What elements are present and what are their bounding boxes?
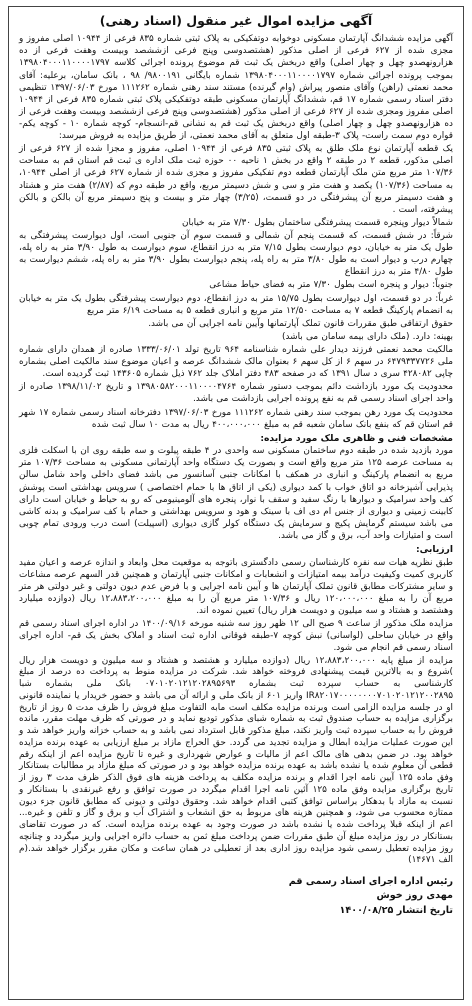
property-description-paragraph: یک قطعه آپارتمان نوع ملک طلق به پلاک ثبتی ۸۳۵ فرعی از ۱۰۹۴۴ اصلی، مفروز و مجزا شده از ۶۲۷ فرعی از اصلی مذکور، قطعه ۲ در طبقه ۲ واقع در بخش ۱ ناحیه ۰۰ حوزه ثبت ملک اداره ی ثبت قم استان قم به مساحت ۱۰۷/۳۶ متر مربع متن ملک آپارتمان قطعه دوم تفکیکی مفروز و مجزی شده از شماره ۶۲۷ فرعی از اصلی ۱۰۹۴۴، به مساحت (۱۰۷/۳۶) یکصد و هفت متر و سی و شش دسیمتر مربع، واقع در طبقه دوم که (۲/۸۷) هفت متر و هشتاد و هفت دسیمتر مربع آن پیشرفتگی در دو قسمت، (۳/۲۵) چهار متر و بیست و پنج دسیمتر مربع آن بالکن و بالکن پیشرفته، است . xyxy=(19,144,454,215)
technical-specs-paragraph: مورد بازدید شده در طبقه دوم ساختمان مسکونی سه واحدی در ۴ طبقه پیلوت و سه طبقه روی ان با اسکلت فلزی به مساحت عرصه ۱۲۵ متر مربع واقع است و بصورت یک دستگاه واحد آپارتمانی مسکونی به مساحت ۱۰۷/۳۶ متر مربع به انضمام پارکینگ و انباری در همکف با امکانات جنبی آسانسور می باشد فضای داخلی واحد شامل سالن پذیرایی آشپزخانه دو اتاق خواب با کمد دیواری (یکی از اتاق ها با حمام اختصاصی ) سرویس بهداشتی است پوشش کف واحد سرامیک و دیوارها با رنگ سفید و سقف با نوار، پنجره های آلومینیومی که رو به حیاط و خیابان است دارای کابینت زمینی و دیواری از جنس ام دی اف با سینک و هود و سرویس بهداشتی و حمام با کف سرامیک و بدنه کاشی می باشد سیستم گرمایش پکیج و سرمایش یک دستگاه کولر گازی دیواری (اسپیلت) است درب ورودی تمام چوبی است و امتیازات واحد آب، برق و گاز می باشد. xyxy=(19,446,453,542)
valuation-paragraph: طبق نظریه هیات سه نفره کارشناسان رسمی دادگستری باتوجه به موقعیت محل وابعاد و اندازه عرصه و اعیان مفید کاربری کمیت وکیفیت درآمد بیمه امتیازات و انشعابات و امکانات جنبی آپارتمان و همچنین قدر السهم عرصه مشاعات و سایر مشترکات مطابق قانون تملک آپارتمان ها و آیین نامه اجرایی و با فرض عدم دیون دولتی و غیر دولتی هر متر مربع آن را به مبلغ ۱۲۰،۰۰۰،۰۰۰ ریال و ۱۰۷/۳۶ متر مربع آن را به مبلغ ۱۲،۸۸۳،۲۰۰،۰۰۰ ریال (دوازده میلیارد وهشتصد و هشتاد و سه میلیون و دویست هزار ریال) تعیین نموده اند. xyxy=(19,557,453,617)
technical-specs-heading: مشخصات فنی و ظاهری ملک مورد مزایده: xyxy=(260,432,453,444)
notice-intro-paragraph: آگهی مزایده ششدانگ آپارتمان مسکونی دوخوابه دوتفکیکی به پلاک ثبتی شماره ۸۳۵ فرعی از ۱۰۹۴۴ اصلی مفروز و مجزی شده از ۶۲۷ فرعی از اصلی مذکور (هشتصدوسی وپنج فرعی ازششصد وبیست وهفت فرعی از ده هزارونهصدو چهل و چهار اصلی) واقع دربخش یک ثبت قم موضوع پرونده اجرائی کلاسه ۱۳۹۸۰۴۰۰۰۱۱۰۰۰۰۱۷۹۷ بموجب پرونده اجرائی شماره ۱۳۹۸۰۴۰۰۰۱۱۰۰۰۰۱۷۹۷ شماره بایگانی ۹۸۰۰۱۹۱/ ۹۸ ، بانک سامان، برعلیه: آقای محمد نعمتی (راهن) وآقای منصور پیراش (وام گیرنده) مستند سند رهنی شماره ۱۱۱۲۶۲ مورخ ۱۳۹۷/۰۶/۰۳ تنظیمی دفتر اسناد رسمی شماره ۱۷ قم، ششدانگ آپارتمان مسکونی طبقه دوتفکیکی پلاک ثبتی شماره ۸۳۵ فرعی از ۱۰۹۴۴ اصلی مفروز ومجزی شده از ۶۲۷ فرعی از اصلی مذکور (هشتصدوسی وپنج فرعی ازششصد وبیست وهفت فرعی از ده هزارونهصدو چهل و چهار اصلی) واقع دربخش یک ثبت قم به نشانی قم-انسجام- کوچه شماره ۱۰ - کوچه یکم-قواره دوم سمت راست- پلاک ۳-طبقه اول متعلق به آقای محمد نعمتی، از طریق مزایده به فروش میرسد: xyxy=(19,34,454,142)
signature-name: مهدی روز خوش xyxy=(376,890,453,902)
notice-title: آگهی مزایده اموال غیر منقول (اسناد رهنی) xyxy=(99,13,373,28)
boundary-east: شرقاً: در شش قسمت، که قسمت پنجم آن شمالی و قسمت سوم آن جنوبی است، اول دیوارست پیشرفتگی به طول یک متر به خیابان، دوم دیوارست بطول ۷/۱۵ متر به درز انقطاع، سوم دیوارست به طول ۳/۹۰ متر به راه پله، چهارم درب و دیوار است به طول ۳/۸۰ متر به راه پله، پنجم دیوارست بطول ۳/۹۰ متر به راه پله، ششم دیوارست به طول ۴/۸۰ متر به درز انقطاع xyxy=(19,231,453,278)
easement-rights: حقوق ارتفاقی طبق مقررات قانون تملک آپارتمانها وآیین نامه اجرایی آن می باشد. xyxy=(148,318,453,329)
signature-block xyxy=(19,875,453,918)
restriction-mortgage: محدودیت یک مورد رهن بموجب سند رهنی شماره ۱۱۱۲۶۲ مورخ ۱۳۹۷/۰۶/۰۳ دفترخانه اسناد رسمی شماره ۱۷ شهر قم استان قم که بنفع بانک سامان شعبه قم به مبلغ ۴۰۰،۰۰۰،۰۰۰ ریال به مدت ۱۰ سال ثبت شده xyxy=(19,407,453,430)
boundary-north: شمالاً دیوار وپنجره قسمت پیشرفتگی ساختمان بطول ۷/۳۰ متر به خیابان xyxy=(181,217,453,228)
valuation-heading: ارزیابی: xyxy=(415,544,453,556)
auction-terms-paragraph: مزایده از مبلغ پایه ۱۲،۸۸۳،۲۰۰،۰۰۰ ریال (دوازده میلیارد و هشتصد و هشتاد و سه میلیون و دویست هزار ریال )شروع و به بالاترین قیمت پیشنهادی فروخته خواهد شد. شرکت در مزایده منوط به پرداخت ده درصد از مبلغ کارشناسی به حساب سپرده ثبت بشماره ۰۷۰۱۰۲۰۱۲۱۲۰۲۸۹۵۶۹۳ بانک ملی بشماره شبا IR۸۲۰۱۷۰۰۰۰۰۰۰۰۷۰۱۰۲۰۱۲۱۲۰۰۲۸۹۵ واریز ۶۰۱ از بانک ملی و ارائه آن می باشد و حضور خریدار یا نماینده قانونی او در جلسه مزایده الزامی است وبرنده مزایده مکلف است مابه التفاوت مبلغ فروش را ظرف مدت ۵ روز از تاریخ برگزاری مزایده به حساب صندوق ثبت به شماره شبای مذکور تودیع نماید و در صورتی که ظرف مهلت مقرر، مانده فروش را به حساب سپرده ثبت واریز نکند، مبلغ مذکور قابل استرداد نمی باشد و به حساب خزانه واریز خواهد شد و این صورت عملیات مزایده ابطال و مزایده تجدید می گردد. حق الحراج مازاد بر مبلغ ارزیابی به عهده برنده مزایده خواهد بود. در ضمن بدهی های مالک اعم از مالیات و عوارض شهرداری و غیره تا تاریخ مزایده اعم از اینکه رقم قطعی آن معلوم شده یا نشده باشد به عهده برنده مزایده خواهد بود و در صورتی که مبلغ مازاد بر مطالبات بستانکار وفق ماده ۱۲۵ آیین نامه اجرا اقدام و برنده مزایده مکلف به پرداخت هزینه های فوق الذکر ظرف مدت ۳ روز از تاریخ برگزاری مزایده وفق ماده ۱۲۵ آئین نامه اجرا اقدام میگردد در صورت توافق و رفع غیرنقدی با بستانکار و نسبت به مازاد با بدهکار براساس توافق کتبی اقدام خواهد شد. وحقوق دولتی و دیونی که مطابق قانون جزء دیون ممتازه محسوب می شود، و همچنین هزینه های مربوط به حق انشعاب و اشتراک آب و برق و گاز و تلفن و غیره... اعم از اینکه قبلا پرداخت شده یا نشده باشد در صورت وجود به عهده برنده مزایده است. که در صورت تقاضای بستانکار در روز مزایده مبلغ آن طبق مقررات ضمن پرداخت مبلغ ثمن به حساب دائره اجرایی واریز میگردد و چنانچه روز مزایده تعطیل رسمی شود مزایده روز اداری بعد از تعطیلی در همان ساعت و مکان مقرر برگزار خواهد شد.(م الف ۱۴۶۷۱) xyxy=(19,655,454,866)
boundary-south: جنوباً: دیوار و پنجره است بطول ۷/۳۰ متر به فضای حیاط مشاعی xyxy=(209,280,453,291)
restriction-seizure: محدودیت یک مورد بازداشت دائم بموجب دستور شماره ۱۳۹۸۰۵۸۲۰۰۰۱۱۰۰۰۰۴۷۶۴ و تاریخ ۱۳۹۸/۱۱/۰۲ صادره از واحد اجرای اسناد رسمی قم به نفع پرونده اجرایی بازداشت می باشد. xyxy=(19,382,453,405)
signature-office: رئیس اداره اجرای اسناد رسمی قم xyxy=(288,876,453,888)
auction-time-place: مزایده ملک مذکور از ساعت ۹ صبح الی ۱۲ ظهر روز سه شنبه مورخه ۱۴۰۰/۰۹/۱۶ در اداره اجرای اسناد رسمی قم واقع در خیابان ساحلی (لواسانی) نبش کوچه ۷-طبقه فوقانی اداره ثبت اسناد و املاک بخش یک قم- اداره اجرای اسناد رسمی قم انجام می شود. xyxy=(19,619,453,654)
insurance-status: بهینه: دارد. (ملک دارای بیمه سامان می باشد) xyxy=(282,331,453,342)
notice-frame xyxy=(8,6,464,1000)
boundary-west: غرباً: در دو قسمت، اول دیوارست بطول ۱۵/۷۵ متر به درز انقطاع، دوم دیوارست پیشرفتگی بطول یک متر به خیابان به انضمام پارکینگ قطعه ۷ به مساحت ۱۲/۵۰ متر مربع و انباری قطعه ۵ به مساحت ۶/۱۹ متر مربع xyxy=(19,293,453,316)
publication-date: تاریخ انتشار ۱۴۰۰/۰۸/۲۵ xyxy=(339,904,453,916)
ownership-details: مالکیت محمد نعمتی فرزند دیدار علی شماره شناسنامه ۹۶۴ تاریخ تولد ۱۳۳۳/۰۶/۰۱ صادره از همدان دارای شماره ملی ۶۴۷۹۳۳۷۷۲۶ در سهم ۶ از کل سهم ۶ بعنوان مالک ششدانگ عرصه و اعیان موضوع سند مالکیت اصلی بشماره چاپی ۴۲۸۰۸۲ سری د سال ۱۳۹۱ که در صفحه ۴۸۳ دفتر املاک جلد ۷۶۲ ذیل شماره ۱۴۳۶۰۵ ثبت گردیده است. xyxy=(19,344,454,380)
